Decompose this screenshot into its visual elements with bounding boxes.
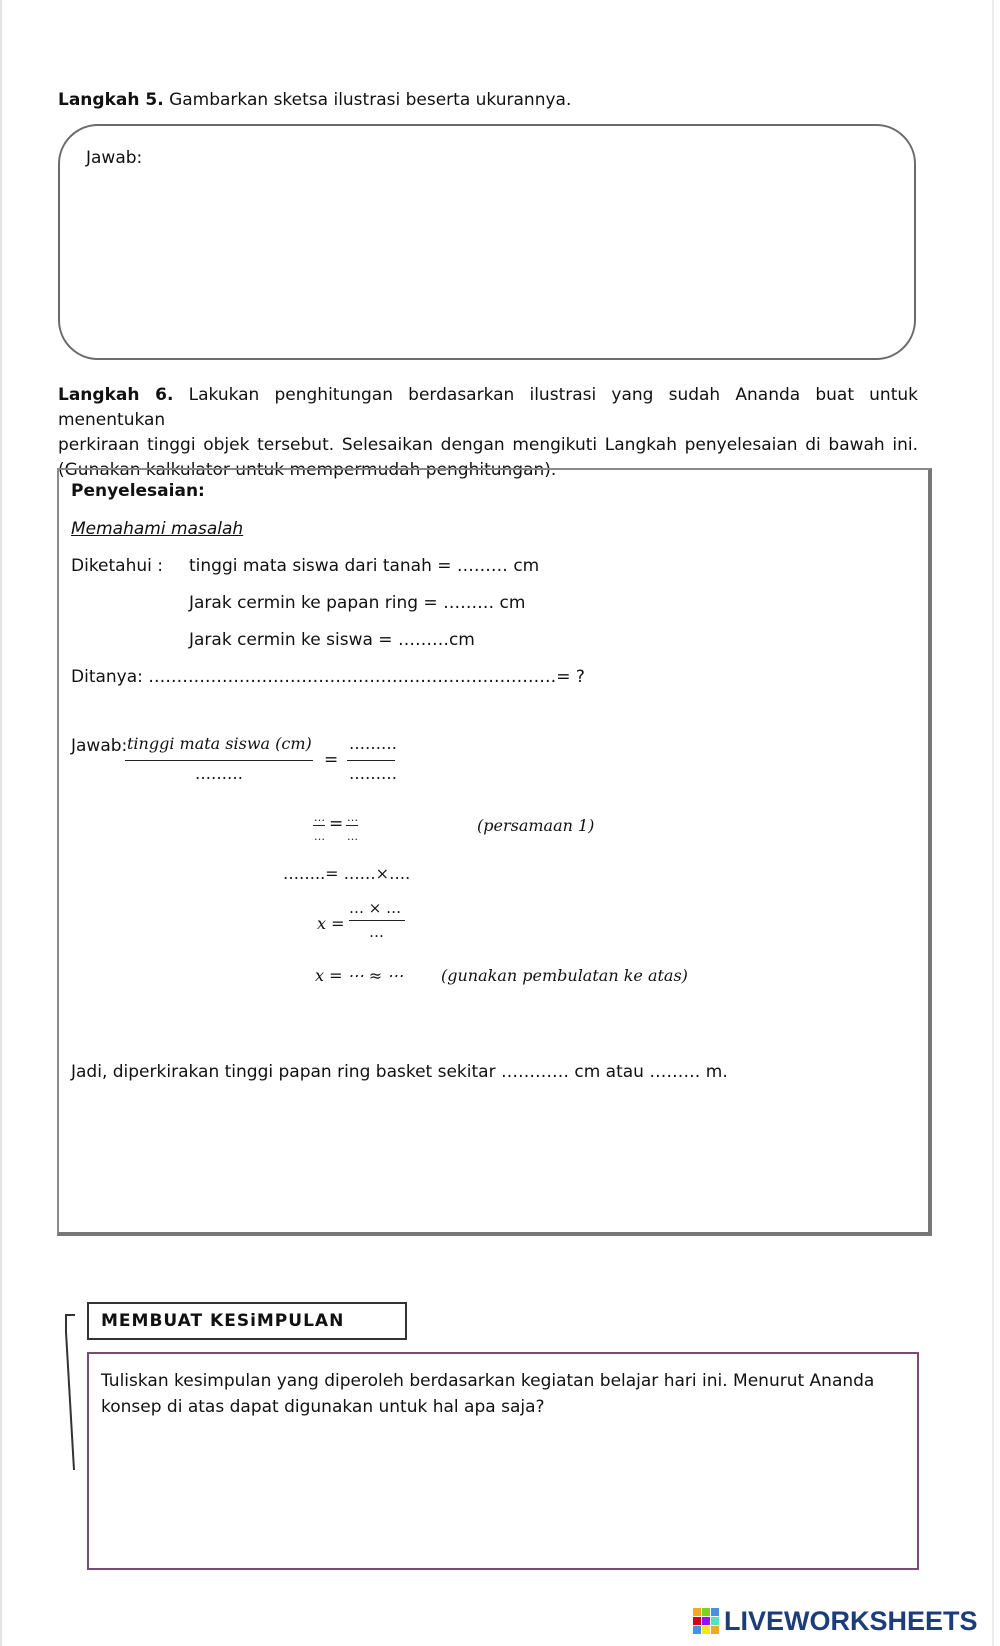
- eq4-lhs: x =: [317, 914, 345, 933]
- eq2-note: (persamaan 1): [477, 816, 595, 835]
- step6-line2: perkiraan tinggi objek tersebut. Selesaikan dengan mengikuti Langkah penyelesaian di bawah ini.: [58, 435, 918, 455]
- eq4-fraction: [349, 896, 407, 948]
- asked-line[interactable]: Ditanya: ………………………………………………………………= ?: [71, 667, 585, 687]
- step5-text: Gambarkan sketsa ilustrasi beserta ukurannya.: [163, 90, 572, 110]
- eq4-denominator[interactable]: …: [369, 923, 384, 941]
- eq2-left-denominator[interactable]: …: [314, 830, 325, 843]
- conclusion-bracket-decoration: [64, 1314, 76, 1474]
- conclusion-prompt: Tuliskan kesimpulan yang diperoleh berdasarkan kegiatan belajar hari ini. Menurut Ananda konsep di atas dapat digunakan untuk hal apa saja?: [101, 1371, 875, 1417]
- known-eye-height[interactable]: tinggi mata siswa dari tanah = ……… cm: [189, 556, 540, 576]
- liveworksheets-brand[interactable]: [692, 1604, 978, 1638]
- step6-label: Langkah 6.: [58, 385, 174, 405]
- eq2-right-fraction: [346, 810, 360, 850]
- step6-line3: (Gunakan kalkulator untuk mempermudah penghitungan).: [58, 460, 557, 480]
- conclusion-answer-box[interactable]: [87, 1352, 919, 1570]
- step5-answer-label: Jawab:: [86, 148, 143, 168]
- eq2-left-fraction: [313, 810, 327, 850]
- solution-box: [57, 468, 932, 1236]
- known-label: Diketahui :: [71, 556, 163, 576]
- step5-label: Langkah 5.: [58, 90, 164, 110]
- eq2-right-denominator[interactable]: …: [347, 830, 358, 843]
- step6-line1: [58, 383, 918, 433]
- known-mirror-to-ring[interactable]: Jarak cermin ke papan ring = ……… cm: [189, 593, 526, 613]
- solution-conclusion[interactable]: Jadi, diperkirakan tinggi papan ring basket sekitar ………… cm atau ……… m.: [71, 1062, 728, 1082]
- brand-name: LIVEWORKSHEETS: [724, 1605, 978, 1636]
- eq2-equals: =: [329, 814, 344, 834]
- eq1-right-fraction: [347, 732, 397, 792]
- eq2-left-numerator[interactable]: …: [314, 811, 325, 824]
- eq1-right-numerator[interactable]: ………: [349, 734, 397, 753]
- eq1-right-fraction-bar: [347, 760, 395, 761]
- eq5-note: (gunakan pembulatan ke atas): [441, 966, 688, 985]
- eq1-equals: =: [324, 750, 339, 770]
- eq2-right-numerator[interactable]: …: [347, 811, 358, 824]
- eq1-numerator: tinggi mata siswa (cm): [127, 734, 312, 753]
- eq1-right-denominator[interactable]: ………: [349, 764, 397, 783]
- conclusion-heading: MEMBUAT KESiMPULAN: [87, 1302, 407, 1340]
- step5-answer-box[interactable]: [58, 124, 916, 360]
- solution-subtitle: Memahami masalah: [71, 519, 244, 539]
- liveworksheets-logo-icon: [692, 1607, 720, 1635]
- page-edge-right: [992, 0, 994, 1646]
- page-edge-left: [0, 0, 2, 1646]
- eq4-numerator[interactable]: … × …: [349, 899, 402, 917]
- known-mirror-to-student[interactable]: Jarak cermin ke siswa = ………cm: [189, 630, 475, 650]
- answer-label: Jawab:: [71, 736, 128, 756]
- eq3[interactable]: ……..= ……×….: [283, 864, 411, 883]
- solution-title: Penyelesaian:: [71, 481, 205, 501]
- eq1-left-fraction: [125, 732, 315, 792]
- eq1-left-denominator[interactable]: ………: [195, 764, 243, 783]
- eq5[interactable]: x = ⋯ ≈ ⋯: [315, 966, 404, 985]
- eq1-left-fraction-bar: [125, 760, 313, 761]
- step5-instruction: [58, 88, 918, 113]
- step6-line1-text: Lakukan penghitungan berdasarkan ilustrasi yang sudah Ananda buat untuk menentukan: [58, 385, 918, 430]
